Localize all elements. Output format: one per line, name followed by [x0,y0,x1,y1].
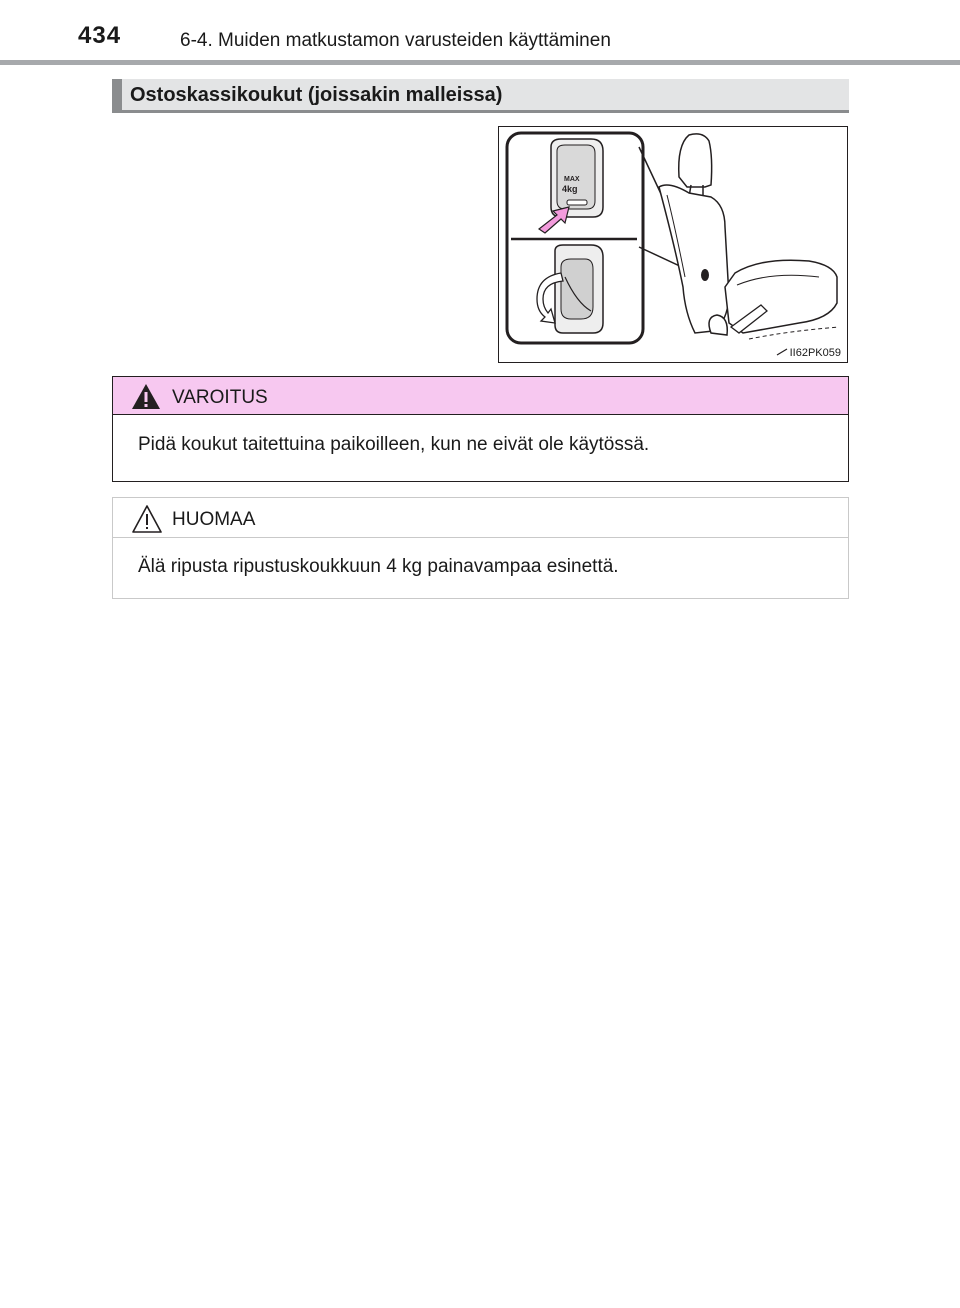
section-marker [112,79,122,110]
chapter-title: 6-4. Muiden matkustamon varusteiden käyttäminen [180,30,611,51]
header-rule [0,60,960,65]
notice-text: Älä ripusta ripustuskoukkuun 4 kg painavampaa esinettä. [138,556,619,577]
hook-max-label: MAX [564,176,580,183]
section-header [112,79,849,113]
seat-hook-illustration [499,127,847,362]
notice-triangle-icon [131,504,163,534]
section-title: Ostoskassikoukut (joissakin malleissa) [130,84,503,106]
notice-title: HUOMAA [172,509,256,530]
hook-weight-label: 4kg [562,184,578,194]
notice-header [113,498,848,538]
figure-code: II62PK059 [789,347,841,359]
illustration-figure [498,126,848,363]
warning-header [113,377,848,415]
notice-callout [112,497,849,599]
warning-callout [112,376,849,482]
warning-triangle-icon [131,383,161,410]
page-number: 434 [78,22,122,49]
warning-text: Pidä koukut taitettuina paikoilleen, kun ne eivät ole käytössä. [138,434,650,455]
warning-title: VAROITUS [172,387,268,408]
